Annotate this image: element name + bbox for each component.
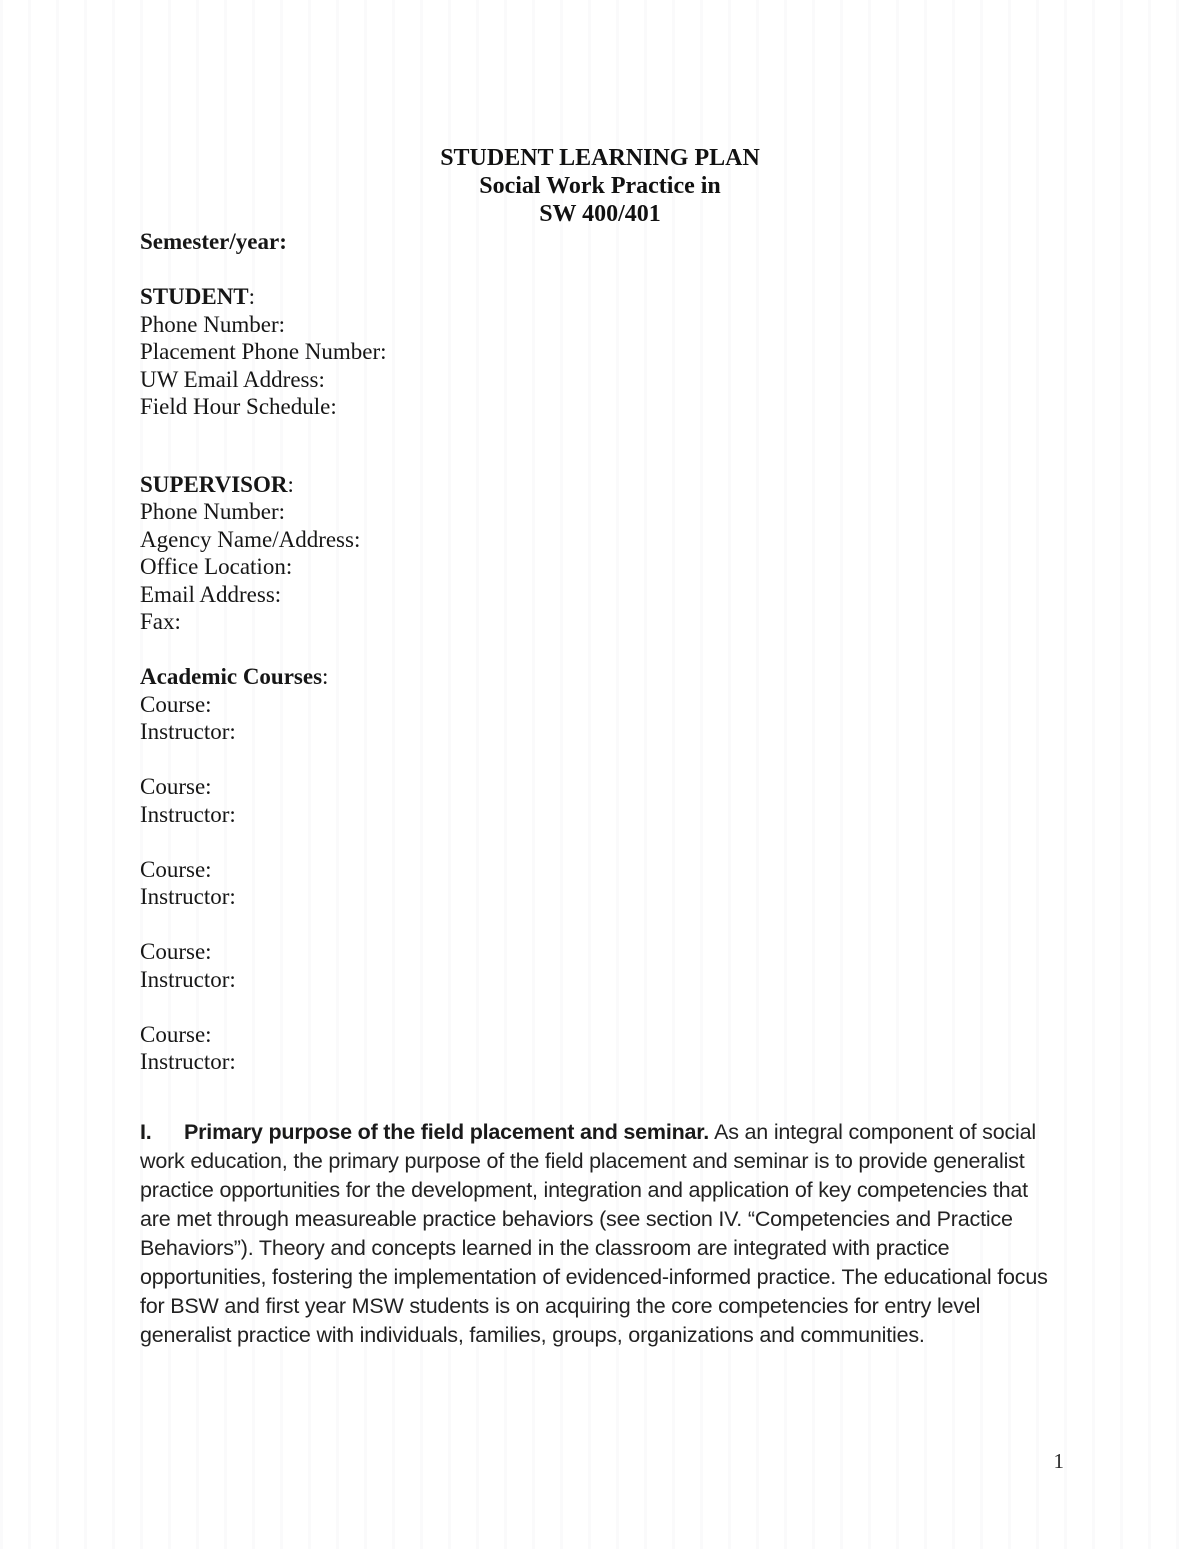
- section-1-number: I.: [140, 1119, 152, 1144]
- course-pair-4: [140, 938, 1060, 993]
- instructor-label-4: Instructor:: [140, 966, 236, 992]
- supervisor-heading-colon: :: [287, 471, 294, 497]
- course-label-4: Course:: [140, 939, 212, 964]
- page-number: 1: [1053, 1449, 1064, 1473]
- doc-title-line-1: STUDENT LEARNING PLAN: [440, 145, 760, 171]
- course-pair-5: [140, 1021, 1060, 1076]
- course-label-5: Course:: [140, 1021, 212, 1047]
- field-hour-schedule-label: Field Hour Schedule:: [140, 394, 337, 419]
- agency-name-address-label: Agency Name/Address:: [140, 526, 361, 552]
- course-pair-3: [140, 856, 1060, 911]
- supervisor-heading-line: [140, 471, 1060, 499]
- section-1-heading: Primary purpose of the field placement and seminar.: [184, 1119, 710, 1144]
- fax-label: Fax:: [140, 609, 181, 634]
- section-1-paragraph: [140, 1118, 1052, 1350]
- student-section: [140, 283, 1060, 421]
- student-heading-line: [140, 283, 1060, 311]
- supervisor-phone-label: Phone Number:: [140, 499, 286, 524]
- supervisor-email-label: Email Address:: [140, 581, 282, 607]
- academic-courses-heading-line: [140, 663, 1060, 691]
- supervisor-section: [140, 471, 1060, 636]
- instructor-label-5: Instructor:: [140, 1049, 236, 1074]
- academic-courses-heading: Academic Courses: [140, 664, 323, 689]
- uw-email-label: UW Email Address:: [140, 366, 325, 392]
- placement-phone-label: Placement Phone Number:: [140, 339, 387, 364]
- semester-year-label: Semester/year:: [140, 229, 287, 254]
- instructor-label-2: Instructor:: [140, 801, 236, 827]
- section-1-body: As an integral component of social work education, the primary purpose of the field placement and seminar is to provide generalist practice opportunities for the development, integration and application of key competencies that are met through measureable practice behaviors (see section IV. “Competencies and Practice Behaviors”). Theory and concepts learned in the classroom are integrated with practice opportunities, fostering the implementation of evidenced-informed practice. The educational focus for BSW and first year MSW students is on acquiring the core competencies for entry level generalist practice with individuals, families, groups, organizations and communities.: [140, 1119, 1048, 1347]
- student-heading-colon: :: [248, 284, 256, 309]
- student-phone-label: Phone Number:: [140, 311, 286, 337]
- academic-courses-colon: :: [322, 664, 329, 689]
- instructor-label-3: Instructor:: [140, 884, 236, 909]
- document-title-block: [140, 144, 1060, 228]
- doc-title-line-3: SW 400/401: [539, 201, 661, 227]
- course-pair-2: [140, 773, 1060, 828]
- course-label-3: Course:: [140, 856, 212, 882]
- course-label-1: Course:: [140, 691, 212, 717]
- course-label-2: Course:: [140, 774, 212, 799]
- doc-title-line-2: Social Work Practice in: [479, 173, 721, 199]
- supervisor-heading: SUPERVISOR: [140, 471, 288, 497]
- academic-courses-section: [140, 663, 1060, 1076]
- student-heading: STUDENT: [140, 284, 249, 309]
- office-location-label: Office Location:: [140, 554, 293, 579]
- instructor-label-1: Instructor:: [140, 719, 236, 744]
